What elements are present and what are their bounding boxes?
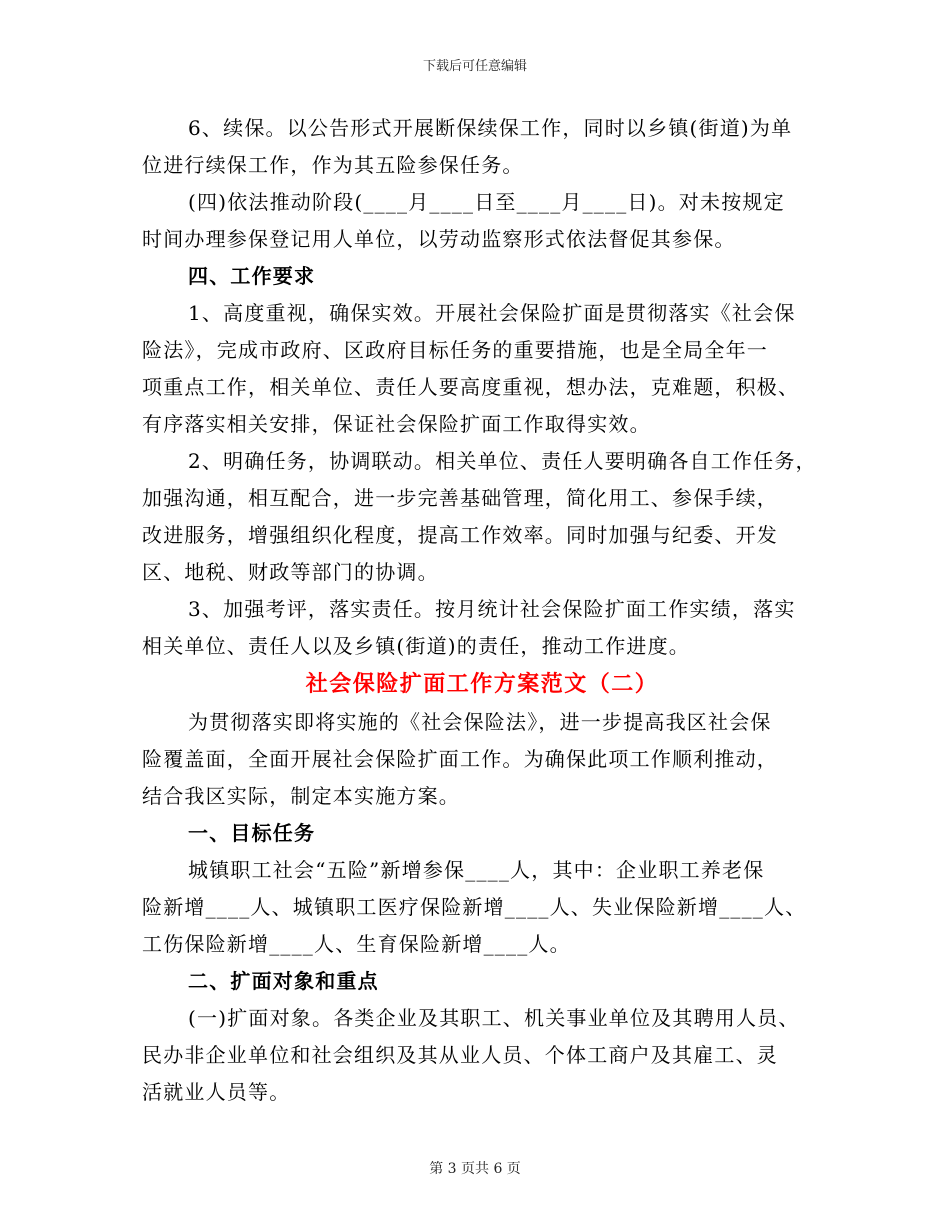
paragraph-line: 改进服务，增强组织化程度，提高工作效率。同时加强与纪委、开发 <box>142 523 778 547</box>
paragraph-line: 加强沟通，相互配合，进一步完善基础管理，简化用工、参保手续， <box>142 486 778 510</box>
paragraph-line: 工伤保险新增____人、生育保险新增____人。 <box>142 932 571 956</box>
paragraph-line: 位进行续保工作，作为其五险参保任务。 <box>142 153 524 177</box>
paragraph-line: 时间办理参保登记用人单位，以劳动监察形式依法督促其参保。 <box>142 227 736 251</box>
paragraph-line: 险法》，完成市政府、区政府目标任务的重要措施，也是全局全年一 <box>142 338 768 362</box>
paragraph-line: 区、地税、财政等部门的协调。 <box>142 560 439 584</box>
paragraph-line: 为贯彻落实即将实施的《社会保险法》，进一步提高我区社会保 <box>188 710 772 734</box>
paragraph-line: 城镇职工社会“五险”新增参保____人，其中：企业职工养老保 <box>188 858 765 882</box>
paragraph-line: (一)扩面对象。各类企业及其职工、机关事业单位及其聘用人员、 <box>188 1006 800 1030</box>
paragraph-line: 险新增____人、城镇职工医疗保险新增____人、失业保险新增____人、 <box>142 895 807 919</box>
paragraph-line: 有序落实相关安排，保证社会保险扩面工作取得实效。 <box>142 412 651 436</box>
page-header: 下载后可任意编辑 <box>422 59 527 74</box>
section-heading: 四、工作要求 <box>188 264 316 288</box>
document-title: 社会保险扩面工作方案范文（二） <box>305 672 659 697</box>
paragraph-line: 6、续保。以公告形式开展断保续保工作，同时以乡镇(街道)为单 <box>188 116 793 140</box>
paragraph-line: 结合我区实际，制定本实施方案。 <box>142 784 460 808</box>
paragraph-line: 民办非企业单位和社会组织及其从业人员、个体工商户及其雇工、灵 <box>142 1043 778 1067</box>
page-footer: 第 3 页共 6 页 <box>429 1161 521 1177</box>
paragraph-line: 1、高度重视，确保实效。开展社会保险扩面是贯彻落实《社会保 <box>188 301 796 325</box>
section-heading: 一、目标任务 <box>188 821 316 845</box>
paragraph-line: 险覆盖面，全面开展社会保险扩面工作。为确保此项工作顺利推动， <box>142 747 778 771</box>
section-heading: 二、扩面对象和重点 <box>188 969 379 993</box>
paragraph-line: 项重点工作，相关单位、责任人要高度重视，想办法，克难题，积极、 <box>142 375 800 399</box>
paragraph-line: 活就业人员等。 <box>142 1080 291 1104</box>
paragraph-line: 2、明确任务，协调联动。相关单位、责任人要明确各自工作任务， <box>188 449 817 473</box>
paragraph-line: 3、加强考评，落实责任。按月统计社会保险扩面工作实绩，落实 <box>188 597 796 621</box>
paragraph-line: 相关单位、责任人以及乡镇(街道)的责任，推动工作进度。 <box>142 634 691 658</box>
paragraph-line: (四)依法推动阶段(____月____日至____月____日)。对未按规定 <box>188 190 785 214</box>
